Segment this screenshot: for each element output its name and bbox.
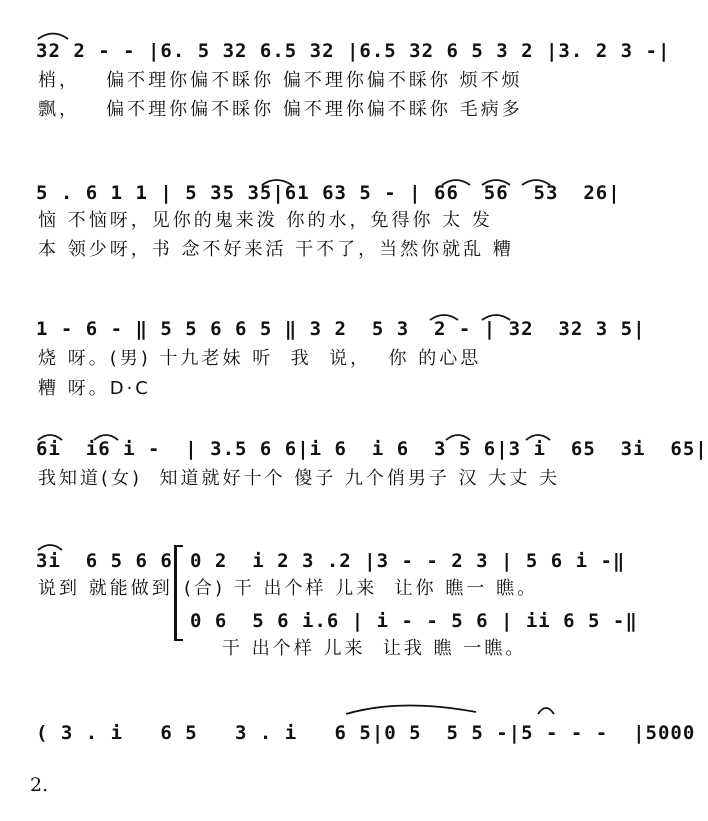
lyric-line-1-verse-2: 飘， 偏不理你偏不睬你 偏不理你偏不睬你 毛病多 bbox=[38, 99, 523, 120]
lyric-line-1-verse-1: 梢， 偏不理你偏不睬你 偏不理你偏不睬你 烦不烦 bbox=[38, 70, 523, 91]
lyric-line-2-verse-2: 本 领少呀，书 念不好来活 干不了，当然你就乱 糟 bbox=[38, 239, 514, 260]
notation-line-5-upper-part: 0 2 i 2 3 .2 |3 - - 2 3 | 5 6 i -‖ bbox=[190, 550, 626, 572]
lyric-line-3-verse-1: 烧 呀。(男) 十九老妹 听 我 说， 你 的心思 bbox=[38, 348, 482, 369]
notation-line-5-lower-part: 0 6 5 6 i.6 | i - - 5 6 | ii 6 5 -‖ bbox=[190, 610, 638, 632]
part-bracket bbox=[174, 545, 183, 641]
notation-line-2: 5 . 6 1 1 | 5 35 35|61 63 5 - | 66 56 53 26| bbox=[36, 182, 621, 204]
notation-line-1: 32 2 - - |6. 5 32 6.5 32 |6.5 32 6 5 3 2 |3. 2 3 -| bbox=[36, 40, 671, 62]
tie-arc bbox=[36, 30, 70, 40]
tie-arc bbox=[340, 700, 560, 716]
notation-line-3: 1 - 6 - ‖ 5 5 6 6 5 ‖ 3 2 5 3 2 - | 32 32 3 5| bbox=[36, 318, 646, 340]
lyric-line-2-verse-1: 恼 不恼呀，见你的鬼来泼 你的水，免得你 太 发 bbox=[38, 210, 493, 231]
lyric-line-4: 我知道(女) 知道就好十个 傻子 九个俏男子 汉 大丈 夫 bbox=[38, 468, 561, 489]
lyric-line-5-lower-part: 干 出个样 儿来 让我 瞧 一瞧。 bbox=[222, 638, 527, 659]
notation-line-5-left: 3i 6 5 6 6 bbox=[36, 550, 173, 572]
notation-line-4: 6i i6 i - | 3.5 6 6|i 6 i 6 3 5 6|3 i 65 3i 65| bbox=[36, 438, 708, 460]
page-number: 2. bbox=[30, 774, 49, 796]
lyric-line-5-upper-part: (合) 干 出个样 儿来 让你 瞧一 瞧。 bbox=[184, 578, 539, 599]
lyric-line-5-left: 说到 就能做到 bbox=[38, 578, 173, 599]
notation-line-6: ( 3 . i 6 5 3 . i 6 5|0 5 5 5 -|5 - - - |5000 bbox=[36, 722, 696, 744]
lyric-line-3-verse-2: 糟 呀。D·C bbox=[38, 378, 151, 399]
